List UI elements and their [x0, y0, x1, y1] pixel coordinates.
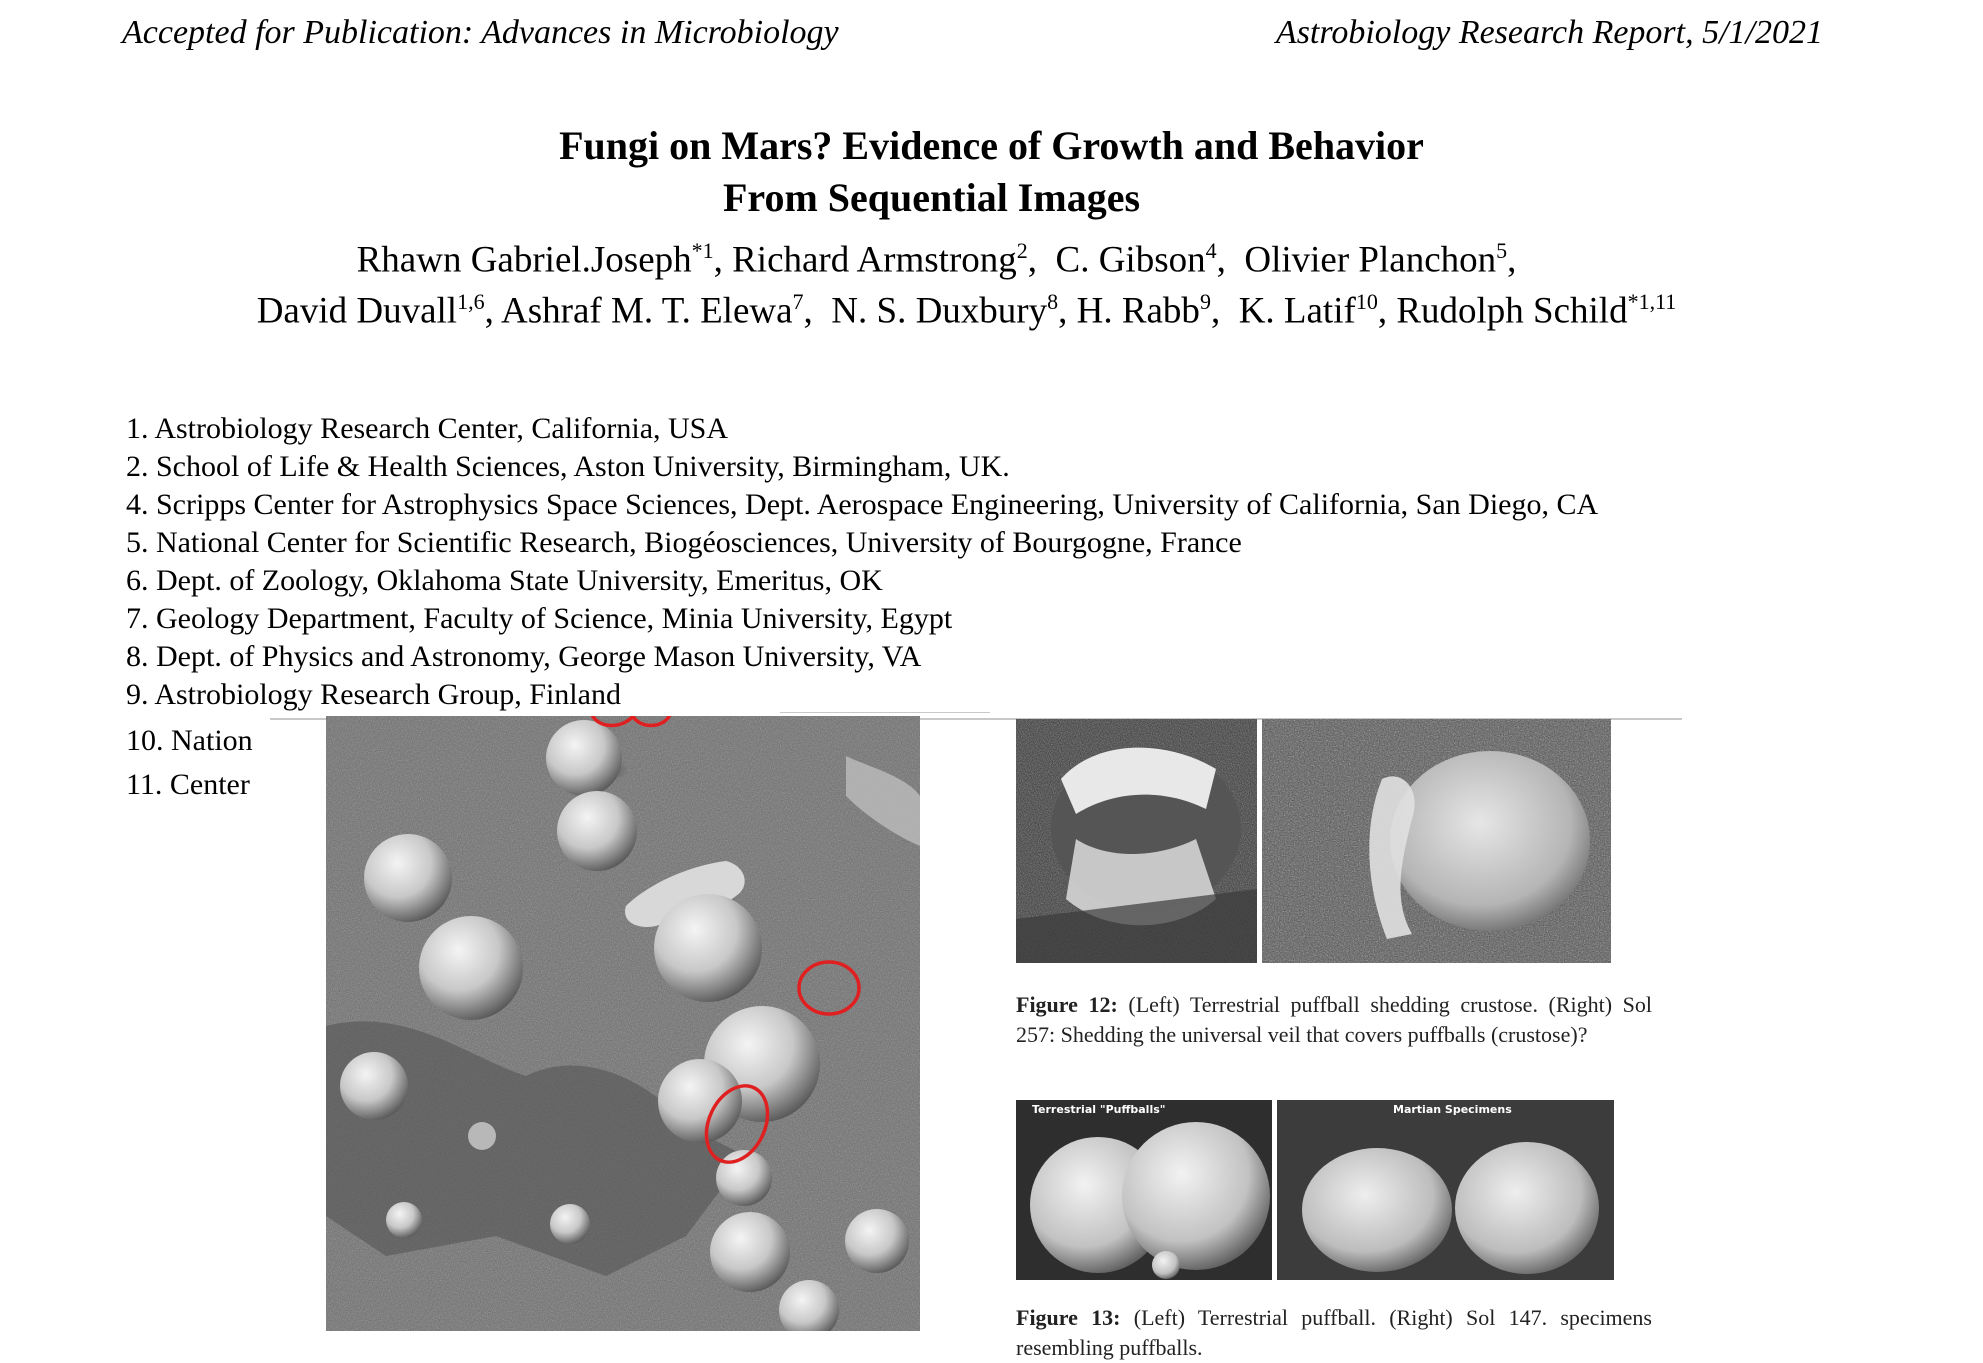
author: K. Latif — [1238, 290, 1356, 332]
affiliation: 8. Dept. of Physics and Astronomy, George Mason University, VA — [126, 640, 922, 673]
affiliation-truncated: 10. Nation — [126, 724, 253, 757]
figure13-text: (Left) Terrestrial puffball. (Right) Sol 147. specimens resembling puffballs. — [1016, 1305, 1652, 1360]
figure12-right-image — [1262, 719, 1611, 963]
author: Olivier Planchon — [1244, 239, 1497, 281]
author-affil: *1 — [691, 238, 714, 263]
author-affil: 5 — [1496, 238, 1508, 263]
affiliation: 9. Astrobiology Research Group, Finland — [126, 678, 621, 711]
author-affil: 8 — [1047, 289, 1059, 314]
affiliation: 5. National Center for Scientific Research, Biogéosciences, University of Bourgogne, France — [126, 526, 1242, 559]
figure12-label: Figure 12: — [1016, 992, 1118, 1017]
author: Rhawn Gabriel.Joseph — [356, 239, 692, 281]
figure13-right-label: Martian Specimens — [1393, 1103, 1512, 1116]
author: Richard Armstrong — [732, 239, 1017, 281]
paper-title-line-2: From Sequential Images — [722, 175, 1141, 220]
author-affil: 2 — [1016, 238, 1028, 263]
author-affil: 10 — [1355, 289, 1378, 314]
affiliation: 2. School of Life & Health Sciences, Aston University, Birmingham, UK. — [126, 450, 1010, 483]
author: C. Gibson — [1055, 239, 1206, 281]
figure13-left-label: Terrestrial "Puffballs" — [1032, 1103, 1166, 1116]
affiliation-truncated: 11. Center — [126, 768, 250, 801]
figure13-label: Figure 13: — [1016, 1305, 1121, 1330]
figure12-caption — [1016, 990, 1652, 1050]
overlay-divider — [780, 712, 990, 713]
figure13-caption — [1016, 1303, 1652, 1363]
figure12-left-image — [1016, 719, 1257, 963]
author: Rudolph Schild — [1396, 290, 1628, 332]
authors-line-2: David Duvall$^{1,6}$, Ashraf M. T. Elewa$^7$, N. S. Duxbury$^8$, H. Rabb$^9$, K. Latif$^{10}$, Rudolph Schild$^{*1,11}$ — [256, 289, 1677, 332]
figure13-left-image — [1016, 1100, 1272, 1280]
author: Ashraf M. T. Elewa — [501, 290, 793, 332]
affiliation: 6. Dept. of Zoology, Oklahoma State University, Emeritus, OK — [126, 564, 883, 597]
figure13-right-image — [1277, 1100, 1614, 1280]
affiliations-list — [126, 410, 1598, 714]
mars-spherules-photo — [326, 716, 920, 1331]
author-affil: *1,11 — [1627, 289, 1677, 314]
paper-title-line-1: Fungi on Mars? Evidence of Growth and Behavior — [559, 123, 1424, 168]
author: H. Rabb — [1076, 290, 1200, 332]
author: N. S. Duxbury — [831, 290, 1048, 332]
author-affil: 4 — [1205, 238, 1217, 263]
affiliation: 4. Scripps Center for Astrophysics Space Sciences, Dept. Aerospace Engineering, University of California, San Diego, CA — [126, 488, 1599, 521]
author-affil: 7 — [792, 289, 804, 314]
author-affil: 1,6 — [457, 289, 485, 314]
authors-line-1: Rhawn Gabriel.Joseph$^{*1}$, Richard Armstrong$^2$, C. Gibson$^4$, Olivier Planchon$^5$, — [356, 238, 1517, 281]
author-affil: 9 — [1199, 289, 1211, 314]
affiliation: 7. Geology Department, Faculty of Science, Minia University, Egypt — [126, 602, 953, 635]
author: David Duvall — [256, 290, 458, 332]
journal-header: Accepted for Publication: Advances in Microbiology — [122, 14, 839, 51]
report-header: Astrobiology Research Report, 5/1/2021 — [1275, 14, 1823, 51]
figure12-text: (Left) Terrestrial puffball shedding crustose. (Right) Sol 257: Shedding the universal veil that covers puffballs (crustose)? — [1016, 992, 1652, 1047]
affiliation: 1. Astrobiology Research Center, California, USA — [126, 412, 729, 445]
